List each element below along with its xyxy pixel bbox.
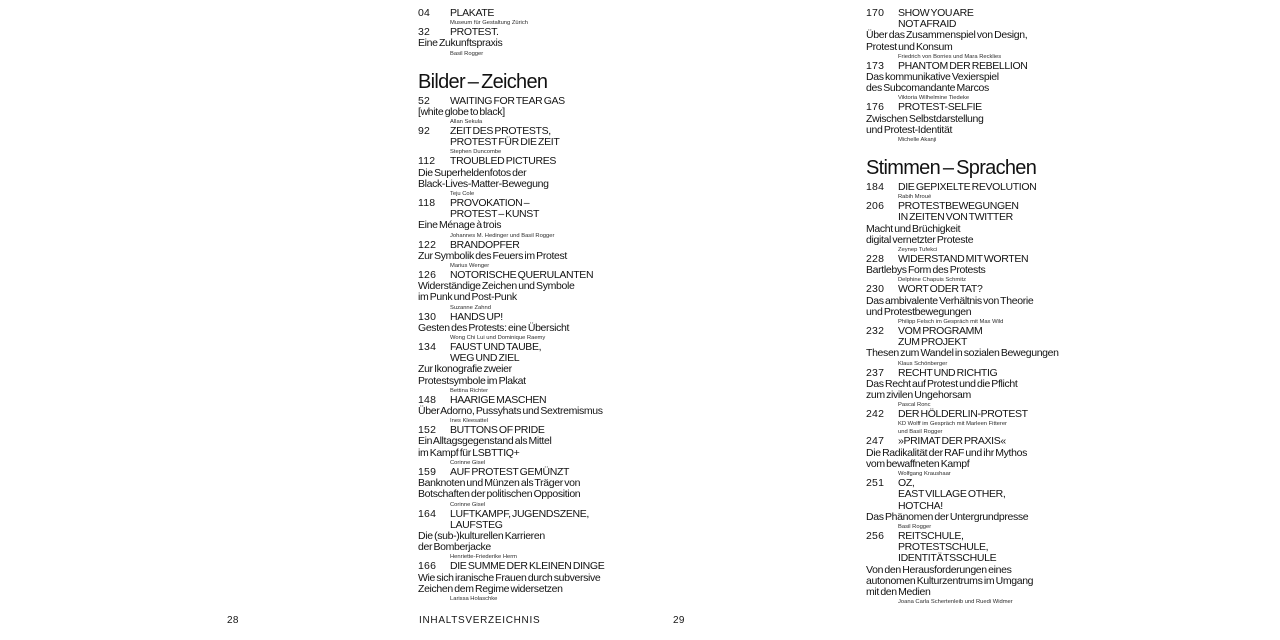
entry-title-line: [418, 27, 633, 38]
entry-subtitle: im Kampf für LSBTTIQ+: [418, 446, 520, 459]
toc-entry-251: [866, 478, 1081, 531]
toc-entry-130: [418, 312, 633, 342]
entry-title-line: [418, 209, 633, 220]
entry-title-line: [418, 353, 633, 364]
entry-subtitle: mit den Medien: [866, 585, 931, 598]
entry-title-text: FAUST UND TAUBE,: [450, 341, 542, 354]
entry-author: Marius Wenger: [450, 263, 490, 270]
entry-title-line: [866, 19, 1081, 30]
entry-page-number: 251: [866, 477, 885, 490]
entry-author: Philipp Felsch im Gespräch mit Max Wild: [898, 319, 1004, 326]
section-heading: Bilder – Zeichen: [418, 70, 548, 93]
entry-author: Viktoria Wilhelmine Tiedeke: [898, 95, 970, 102]
entry-page-number: 170: [866, 7, 885, 19]
toc-entry-152: [418, 425, 633, 467]
entry-title-text: PROTEST-SELFIE: [898, 101, 982, 114]
entry-subtitle: und Protestbewegungen: [866, 305, 972, 318]
section-heading: Stimmen – Sprachen: [866, 157, 1037, 180]
toc-entry-122: [418, 240, 633, 270]
entry-subtitle: Das ambivalente Verhältnis von Theorie: [866, 294, 1034, 307]
toc-entry-126: [418, 270, 633, 312]
entry-title-line: [418, 240, 633, 251]
entry-title-text: PROTEST.: [450, 26, 499, 39]
toc-entry-232: [866, 326, 1081, 368]
entry-author: KD Wolff im Gespräch mit Marleen Fitterer: [898, 421, 1007, 428]
entry-subtitle: Von den Herausforderungen eines: [866, 563, 1012, 576]
entry-title-text: DER HÖLDERLIN-PROTEST: [898, 408, 1028, 421]
toc-entry-184: [866, 182, 1081, 201]
entry-title-text: »PRIMAT DER PRAXIS«: [898, 435, 1006, 448]
entry-author: Pascal Ronc: [898, 402, 931, 409]
entry-title-text: LUFTKAMPF, JUGENDSZENE,: [450, 507, 589, 520]
entry-author: Teju Cole: [450, 191, 475, 198]
entry-title-line: [866, 501, 1081, 512]
entry-title-text: WEG UND ZIEL: [450, 352, 520, 365]
entry-page-number: 32: [418, 26, 431, 39]
entry-page-number: 166: [418, 560, 437, 573]
entry-title-text: REITSCHULE,: [898, 529, 964, 542]
entry-title-text: PROTESTBEWEGUNGEN: [898, 200, 1019, 213]
entry-author: Rabih Mroué: [898, 194, 932, 201]
entry-title-line: [418, 156, 633, 167]
entry-page-number: 134: [418, 341, 437, 354]
entry-title-line: [418, 467, 633, 478]
entry-author: und Basil Rogger: [898, 429, 943, 436]
entry-title-text: PROTESTSCHULE,: [898, 541, 989, 554]
toc-entry-32: [418, 27, 633, 57]
toc-column-right: [866, 8, 1081, 606]
entry-title-line: [418, 425, 633, 436]
toc-entry-237: [866, 368, 1081, 410]
entry-title-line: [418, 8, 633, 19]
entry-page-number: 230: [866, 283, 885, 296]
entry-title-text: RECHT UND RICHTIG: [898, 366, 998, 379]
entry-subtitle: Macht und Brüchigkeit: [866, 222, 961, 235]
entry-title-text: DIE SUMME DER KLEINEN DINGE: [450, 560, 605, 573]
entry-title-line: [866, 61, 1081, 72]
toc-entry-92: [418, 126, 633, 156]
entry-page-number: 92: [418, 125, 431, 138]
entry-author: Wong Chi Lui und Dominique Raemy: [450, 335, 546, 342]
entry-title-text: PLAKATE: [450, 7, 495, 19]
entry-author: Corinne Gisel: [450, 501, 486, 508]
entry-title-text: PROTEST – KUNST: [450, 208, 540, 221]
entry-subtitle: Protest und Konsum: [866, 40, 953, 53]
entry-title-text: IN ZEITEN VON TWITTER: [898, 211, 1013, 224]
entry-title-text: LAUFSTEG: [450, 518, 503, 531]
entry-subtitle: [white globe to black]: [418, 105, 505, 118]
toc-entry-134: [418, 342, 633, 395]
entry-subtitle: Gesten des Protests: eine Übersicht: [418, 321, 570, 334]
entry-subtitle: Widerständige Zeichen und Symbole: [418, 280, 575, 293]
entry-author: Corinne Gisel: [450, 459, 486, 466]
toc-entry-242: [866, 409, 1081, 436]
entry-subtitle: Das Recht auf Protest und die Pflicht: [866, 377, 1018, 390]
entry-page-number: 228: [866, 253, 885, 266]
entry-subtitle: zum zivilen Ungehorsam: [866, 389, 971, 402]
entry-title-text: ZUM PROJEKT: [898, 336, 968, 349]
entry-subtitle: Zur Ikonografie zweier: [418, 363, 512, 376]
entry-subtitle: Die Radikalität der RAF und ihr Mythos: [866, 446, 1027, 459]
entry-title-text: PROVOKATION –: [450, 197, 530, 210]
toc-entry-176: [866, 102, 1081, 144]
entry-author: Joana Carla Schertenleib und Ruedi Widmer: [898, 599, 1013, 606]
entry-title-text: NOTORISCHE QUERULANTEN: [450, 269, 594, 282]
entry-page-number: 247: [866, 435, 885, 448]
entry-page-number: 122: [418, 238, 437, 251]
entry-title-text: HOTCHA!: [898, 499, 943, 512]
entry-title-line: [866, 368, 1081, 379]
entry-title-text: NOT AFRAID: [898, 18, 957, 31]
entry-title-line: [866, 436, 1081, 447]
footer-running-title: INHALTSVERZEICHNIS: [419, 615, 541, 626]
entry-title-line: [866, 212, 1081, 223]
entry-title-text: PHANTOM DER REBELLION: [898, 59, 1028, 72]
entry-title-text: PROTEST FÜR DIE ZEIT: [450, 136, 560, 149]
entry-title-text: VOM PROGRAMM: [898, 325, 983, 338]
toc-entry-04: [418, 8, 633, 27]
entry-author: Museum für Gestaltung Zürich: [450, 20, 528, 27]
entry-author: Bettina Richter: [450, 387, 489, 394]
entry-title-text: SHOW YOU ARE: [898, 7, 974, 19]
toc-entry-166: [418, 561, 633, 603]
entry-title-line: [418, 312, 633, 323]
entry-page-number: 184: [866, 181, 885, 194]
entry-page-number: 176: [866, 101, 885, 114]
entry-subtitle: Zur Symbolik des Feuers im Protest: [418, 249, 567, 262]
entry-author: Larissa Holaschke: [450, 595, 498, 602]
entry-subtitle: Eine Zukunftspraxis: [418, 37, 503, 50]
entry-author: Stephen Duncombe: [450, 149, 502, 156]
entry-author: Basil Rogger: [898, 523, 932, 530]
entry-author: Allan Sekula: [450, 119, 483, 126]
page-number-left: 28: [227, 615, 239, 626]
entry-page-number: 148: [418, 393, 437, 406]
toc-entry-118: [418, 198, 633, 240]
entry-title-text: EAST VILLAGE OTHER,: [898, 488, 1006, 501]
entry-author: Wolfgang Kraushaar: [898, 471, 951, 478]
toc-entry-173: [866, 61, 1081, 103]
entry-page-number: 256: [866, 529, 885, 542]
entry-author: Suzanne Zahnd: [450, 304, 491, 311]
entry-title-text: ZEIT DES PROTESTS,: [450, 125, 551, 138]
entry-page-number: 164: [418, 507, 437, 520]
entry-page-number: 232: [866, 325, 885, 338]
toc-entry-230: [866, 284, 1081, 326]
entry-author: Delphine Chapuis Schmitz: [898, 277, 966, 284]
entry-page-number: 159: [418, 465, 437, 478]
entry-subtitle: Die Superheldenfotos der: [418, 166, 527, 179]
entry-title-text: OZ,: [898, 477, 915, 490]
entry-page-number: 04: [418, 7, 431, 19]
entry-subtitle: Die (sub-)kulturellen Karrieren: [418, 529, 545, 542]
entry-subtitle: Über Adorno, Pussyhats und Sextremismus: [418, 405, 603, 418]
entry-title-line: [418, 96, 633, 107]
toc-entry-247: [866, 436, 1081, 478]
entry-subtitle: Über das Zusammenspiel von Design,: [866, 29, 1028, 42]
toc-entry-206: [866, 201, 1081, 254]
entry-page-number: 242: [866, 408, 885, 421]
entry-title-text: HANDS UP!: [450, 310, 503, 323]
entry-subtitle: im Punk und Post-Punk: [418, 291, 517, 304]
entry-title-line: [418, 561, 633, 572]
entry-title-text: AUF PROTEST GEMÜNZT: [450, 465, 570, 478]
entry-subtitle: Ein Alltagsgegenstand als Mittel: [418, 435, 552, 448]
entry-author: Basil Rogger: [450, 50, 484, 57]
toc-entry-112: [418, 156, 633, 198]
entry-subtitle: der Bomberjacke: [418, 541, 491, 554]
toc-entry-256: [866, 531, 1081, 606]
entry-page-number: 130: [418, 310, 437, 323]
entry-page-number: 126: [418, 269, 437, 282]
toc-entry-170: [866, 8, 1081, 61]
entry-title-text: WAITING FOR TEAR GAS: [450, 94, 565, 107]
entry-subtitle: vom bewaffneten Kampf: [866, 457, 970, 470]
entry-page-number: 237: [866, 366, 885, 379]
entry-subtitle: des Subcomandante Marcos: [866, 82, 989, 95]
entry-title-line: [866, 284, 1081, 295]
entry-page-number: 118: [418, 197, 436, 210]
entry-title-text: WIDERSTAND MIT WORTEN: [898, 253, 1029, 266]
toc-entry-52: [418, 96, 633, 126]
entry-subtitle: und Protest-Identität: [866, 123, 953, 136]
entry-title-text: WORT ODER TAT?: [898, 283, 983, 296]
entry-title-line: [866, 182, 1081, 193]
entry-subtitle: Banknoten und Münzen als Träger von: [418, 477, 581, 490]
entry-title-line: [866, 337, 1081, 348]
entry-page-number: 206: [866, 200, 885, 213]
entry-subtitle: Zeichen dem Regime widersetzen: [418, 582, 563, 595]
entry-title-line: [866, 409, 1081, 420]
entry-subtitle: Zwischen Selbstdarstellung: [866, 112, 984, 125]
entry-author: Klaus Schönberger: [898, 360, 948, 367]
entry-title-line: [418, 395, 633, 406]
entry-title-text: IDENTITÄTSSCHULE: [898, 552, 997, 565]
entry-title-line: [418, 270, 633, 281]
entry-subtitle: Protestsymbole im Plakat: [418, 374, 526, 387]
entry-subtitle: Das Phänomen der Untergrundpresse: [866, 510, 1029, 523]
entry-author: Henriette-Friederike Herm: [450, 554, 518, 561]
entry-title-text: BRANDOPFER: [450, 238, 520, 251]
entry-title-text: TROUBLED PICTURES: [450, 155, 557, 168]
entry-subtitle: autonomen Kulturzentrums im Umgang: [866, 574, 1034, 587]
entry-author: Friedrich von Borries und Mara Recklies: [898, 53, 1002, 60]
entry-title-text: HAARIGE MASCHEN: [450, 393, 547, 406]
entry-subtitle: Botschaften der politischen Opposition: [418, 488, 581, 501]
toc-column-left: [418, 8, 633, 603]
page-number-right: 29: [673, 615, 685, 626]
entry-title-text: BUTTONS OF PRIDE: [450, 424, 545, 437]
entry-title-line: [866, 254, 1081, 265]
toc-entry-164: [418, 509, 633, 562]
entry-page-number: 173: [866, 59, 885, 72]
entry-subtitle: digital vernetzter Proteste: [866, 233, 974, 246]
entry-author: Ines Kleesattel: [450, 418, 489, 425]
toc-entry-148: [418, 395, 633, 425]
entry-author: Zeynep Tufekci: [898, 247, 938, 254]
entry-page-number: 112: [418, 155, 436, 168]
entry-subtitle: Black-Lives-Matter-Bewegung: [418, 177, 549, 190]
entry-subtitle: Eine Ménage à trois: [418, 219, 502, 232]
entry-title-line: [418, 520, 633, 531]
entry-title-line: [866, 553, 1081, 564]
entry-author: Michelle Akanji: [898, 137, 937, 144]
entry-subtitle: Das kommunikative Vexierspiel: [866, 71, 999, 84]
entry-author: Johannes M. Hedinger und Basil Rogger: [450, 232, 555, 239]
entry-subtitle: Bartlebys Form des Protests: [866, 264, 986, 277]
entry-subtitle: Thesen zum Wandel in sozialen Bewegungen: [866, 347, 1059, 360]
entry-title-line: [418, 137, 633, 148]
toc-entry-159: [418, 467, 633, 509]
entry-title-line: [866, 102, 1081, 113]
entry-title-text: DIE GEPIXELTE REVOLUTION: [898, 181, 1037, 194]
entry-page-number: 152: [418, 424, 437, 437]
entry-page-number: 52: [418, 94, 431, 107]
toc-entry-228: [866, 254, 1081, 284]
entry-subtitle: Wie sich iranische Frauen durch subversive: [418, 571, 601, 584]
